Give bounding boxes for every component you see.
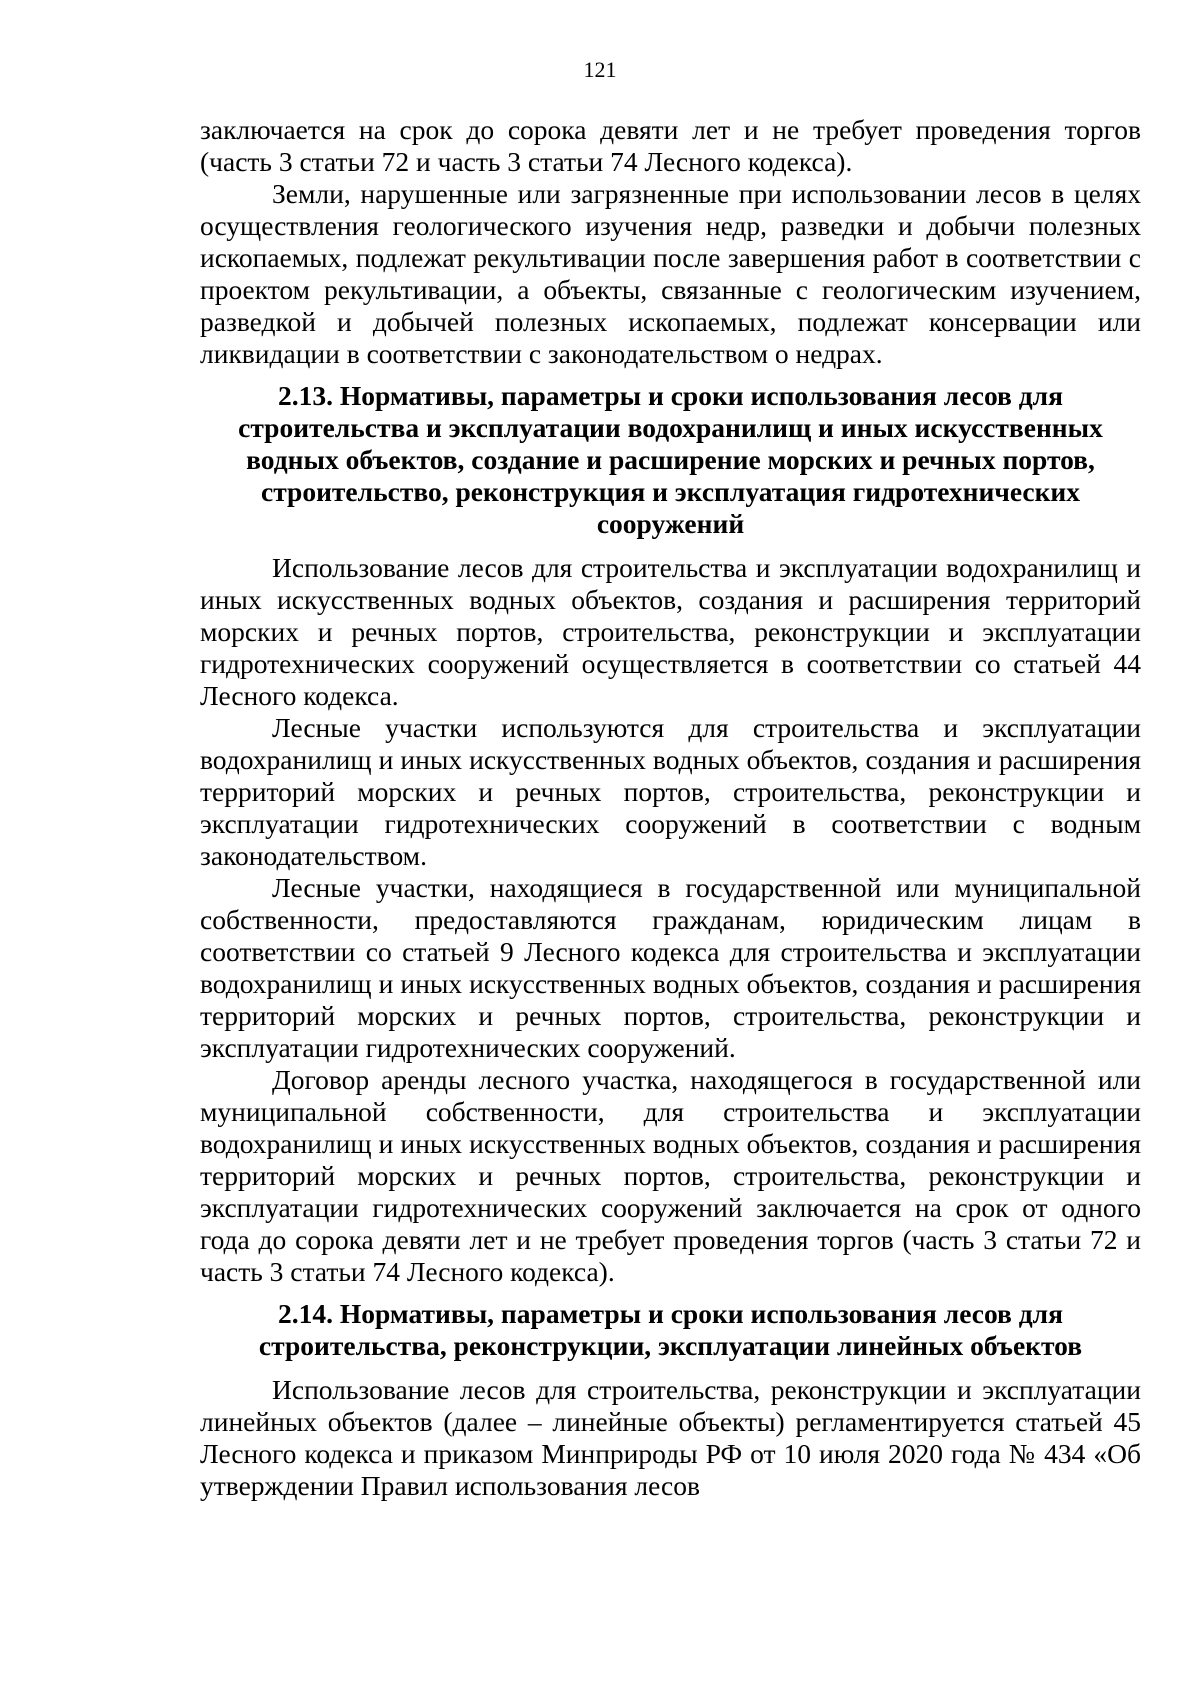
paragraph-2-13-2: Лесные участки используются для строительства и эксплуатации водохранилищ и иных искусственных водных объектов, создания и расширения территорий морских и речных портов, строительства, реконструкции и эксплуатации гидротехнических сооружений в соответствии с водным законодательством.	[200, 712, 1141, 871]
paragraph-2-13-3: Лесные участки, находящиеся в государственной или муниципальной собственности, предоставляются гражданам, юридическим лицам в соответствии со статьей 9 Лесного кодекса для строительства и эксплуатации водохранилищ и иных искусственных водных объектов, создания и расширения территорий морских и речных портов, строительства, реконструкции и эксплуатации гидротехнических сооружений.	[200, 872, 1141, 1063]
page-number: 121	[583, 57, 617, 82]
paragraph-continuation: заключается на срок до сорока девяти лет и не требует проведения торгов (часть 3 статьи 72 и часть 3 статьи 74 Лесного кодекса).	[200, 114, 1141, 177]
paragraph-2-14-1: Использование лесов для строительства, реконструкции и эксплуатации линейных объектов (далее – линейные объекты) регламентируется статьей 45 Лесного кодекса и приказом Минприроды РФ от 10 июля 2020 года № 434 «Об утверждении Правил использования лесов	[200, 1374, 1141, 1501]
section-heading-2-13: 2.13. Нормативы, параметры и сроки использования лесов для строительства и эксплуатации водохранилищ и иных искусственных водных объектов, создание и расширение морских и речных портов, строительство, реконструкция и эксплуатация гидротехнических сооружений	[238, 380, 1103, 539]
section-heading-2-14: 2.14. Нормативы, параметры и сроки использования лесов для строительства, реконструкции, эксплуатации линейных объектов	[258, 1298, 1083, 1361]
document-body	[200, 114, 1141, 1502]
paragraph-2-13-1: Использование лесов для строительства и эксплуатации водохранилищ и иных искусственных водных объектов, создания и расширения территорий морских и речных портов, строительства, реконструкции и эксплуатации гидротехнических сооружений осуществляется в соответствии со статьей 44 Лесного кодекса.	[200, 552, 1141, 711]
paragraph-2-13-4: Договор аренды лесного участка, находящегося в государственной или муниципальной собственности, для строительства и эксплуатации водохранилищ и иных искусственных водных объектов, создания и расширения территорий морских и речных портов, строительства, реконструкции и эксплуатации гидротехнических сооружений заключается на срок от одного года до сорока девяти лет и не требует проведения торгов (часть 3 статьи 72 и часть 3 статьи 74 Лесного кодекса).	[200, 1064, 1141, 1287]
paragraph-recultivation: Земли, нарушенные или загрязненные при использовании лесов в целях осуществления геологического изучения недр, разведки и добычи полезных ископаемых, подлежат рекультивации после завершения работ в соответствии с проектом рекультивации, а объекты, связанные с геологическим изучением, разведкой и добычей полезных ископаемых, подлежат консервации или ликвидации в соответствии с законодательством о недрах.	[200, 178, 1141, 369]
